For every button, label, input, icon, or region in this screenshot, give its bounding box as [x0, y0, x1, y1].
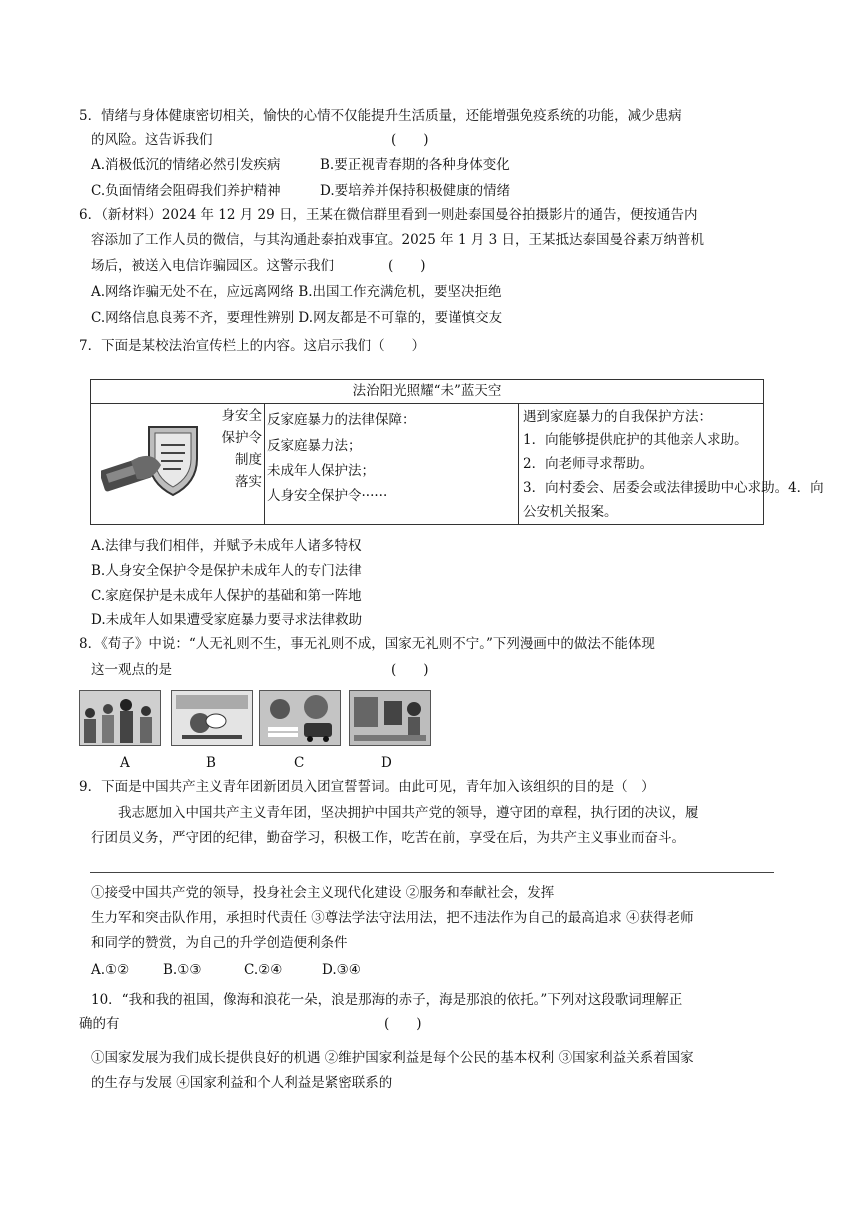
q5-option-b: B.要正视青春期的各种身体变化 — [320, 157, 510, 173]
col2-line: 未成年人保护法； — [267, 463, 375, 479]
col1-line: 保护令 — [221, 430, 262, 446]
col1-line: 身安全 — [221, 408, 262, 424]
cartoon-d — [349, 690, 431, 746]
q10-item-line2: 的生存与发展 ④国家利益和个人利益是紧密联系的 — [91, 1075, 393, 1091]
q9-item-line3: 和同学的赞赏，为自己的升学创造便利条件 — [91, 935, 348, 951]
q9-option-b: B.①③ — [163, 962, 202, 978]
q7-bulletin-table — [90, 379, 824, 525]
table-cell-self-protection — [519, 403, 824, 524]
q10-stem-line1: 10．“我和我的祖国，像海和浪花一朵，浪是那海的赤子，海是那浪的依托。”下列对这段歌词理解正 — [91, 992, 683, 1008]
q9-option-a: A.①② — [91, 962, 130, 978]
cartoon-label-a: A — [120, 755, 130, 771]
q8-stem-line1: 8．《荀子》中说：“人无礼则不生，事无礼则不成，国家无礼则不宁。”下列漫画中的做法不能体现 — [79, 636, 655, 652]
q9-oath-line2: 行团员义务，严守团的纪律，勤奋学习，积极工作，吃苦在前，享受在后，为共产主义事业而奋斗。 — [91, 830, 685, 846]
cartoon-b — [171, 690, 253, 746]
table-cell-legal-guarantee — [265, 403, 519, 524]
q5-option-a: A.消极低沉的情绪必然引发疾病 — [91, 157, 281, 173]
table-title: 法治阳光照耀“未”蓝天空 — [91, 380, 763, 404]
cartoon-label-d: D — [381, 755, 392, 771]
q7-option-b: B.人身安全保护令是保护未成年人的专门法律 — [91, 563, 362, 579]
q9-option-c: C.②④ — [244, 962, 283, 978]
col3-line: 遇到家庭暴力的自我保护方法： — [523, 409, 712, 425]
table-cell-protection-order — [91, 403, 265, 524]
q8-answer-bracket: ( ) — [391, 662, 429, 678]
q5-stem-line1: 5．情绪与身体健康密切相关，愉快的心情不仅能提升生活质量，还能增强免疫系统的功能，减少患病 — [79, 108, 682, 124]
q9-item-line1: ①接受中国共产党的领导，投身社会主义现代化建设 ②服务和奉献社会，发挥 — [91, 885, 555, 901]
divider-line — [90, 872, 774, 873]
q6-answer-bracket: ( ) — [388, 258, 426, 274]
q7-option-d: D.未成年人如果遭受家庭暴力要寻求法律救助 — [91, 612, 363, 628]
cartoon-label-b: B — [206, 755, 216, 771]
q6-options-cd: C.网络信息良莠不齐，要理性辨别 D.网友都是不可靠的，要谨慎交友 — [91, 310, 503, 326]
q7-stem: 7．下面是某校法治宣传栏上的内容。这启示我们（ ） — [79, 338, 426, 354]
q5-option-d: D.要培养并保持积极健康的情绪 — [320, 183, 511, 199]
col2-line: 反家庭暴力法； — [267, 438, 362, 454]
q7-option-a: A.法律与我们相伴，并赋予未成年人诸多特权 — [91, 538, 362, 554]
col3-line: 公安机关报案。 — [523, 504, 618, 520]
q9-stem: 9．下面是中国共产主义青年团新团员入团宣誓誓词。由此可见，青年加入该组织的目的是（ ） — [79, 779, 655, 795]
col3-line: 2．向老师寻求帮助。 — [523, 456, 654, 472]
q6-stem-line1: 6．（新材料）2024 年 12 月 29 日，王某在微信群里看到一则赴泰国曼谷拍摄影片的通告，便按通告内 — [79, 207, 698, 223]
shield-illustration — [101, 421, 213, 499]
q10-item-line1: ①国家发展为我们成长提供良好的机遇 ②维护国家利益是每个公民的基本权利 ③国家利益关系着国家 — [91, 1050, 694, 1066]
col1-line: 制度 — [235, 452, 262, 468]
cartoon-label-c: C — [294, 755, 305, 771]
col2-line: 人身安全保护令······ — [267, 488, 388, 504]
q5-answer-bracket: ( ) — [391, 132, 429, 148]
q6-stem-line3: 场后，被送入电信诈骗园区。这警示我们 — [91, 258, 334, 274]
col3-line: 1．向能够提供庇护的其他亲人求助。 — [523, 432, 748, 448]
cartoon-a — [79, 690, 161, 746]
col2-line: 反家庭暴力的法律保障： — [267, 412, 416, 428]
q10-stem-line2: 确的有 — [79, 1016, 120, 1032]
q6-stem-line2: 容添加了工作人员的微信，与其沟通赴泰拍戏事宜。2025 年 1 月 3 日，王某抵达泰国曼谷素万纳普机 — [91, 232, 704, 248]
cartoon-c — [259, 690, 341, 746]
q8-stem-line2: 这一观点的是 — [91, 662, 172, 678]
col3-line: 3．向村委会、居委会或法律援助中心求助。4．向 — [523, 480, 824, 496]
q7-option-c: C.家庭保护是未成年人保护的基础和第一阵地 — [91, 588, 362, 604]
q5-stem-line2: 的风险。这告诉我们 — [91, 132, 213, 148]
q9-oath-line1: 我志愿加入中国共产主义青年团，坚决拥护中国共产党的领导，遵守团的章程，执行团的决议，履 — [118, 805, 699, 821]
q9-option-d: D.③④ — [322, 962, 361, 978]
q10-answer-bracket: ( ) — [384, 1016, 422, 1032]
q5-option-c: C.负面情绪会阻碍我们养护精神 — [91, 183, 281, 199]
col1-line: 落实 — [235, 474, 262, 490]
q6-options-ab: A.网络诈骗无处不在，应远离网络 B.出国工作充满危机，要坚决拒绝 — [91, 284, 502, 300]
q9-item-line2: 生力军和突击队作用，承担时代责任 ③尊法学法守法用法，把不违法作为自己的最高追求 ④获得老师 — [91, 910, 694, 926]
